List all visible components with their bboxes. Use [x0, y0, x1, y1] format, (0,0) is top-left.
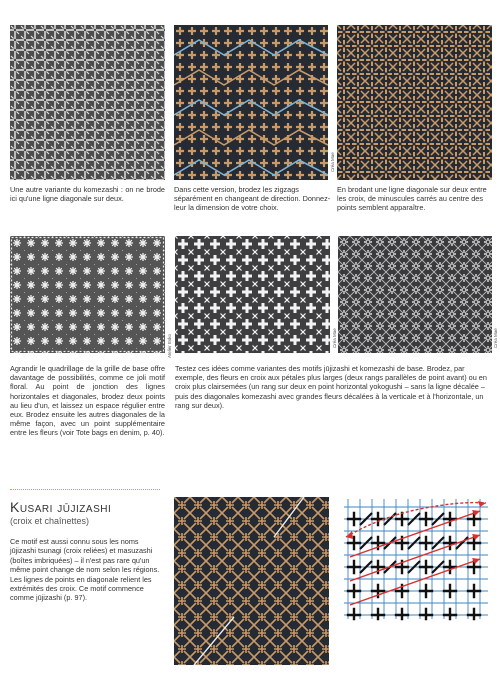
komezashi-variant-pattern: [10, 25, 165, 180]
swatch-komezashi-variant: [10, 25, 165, 180]
wide-petal-crosses-pattern: [175, 236, 330, 353]
caption-komezashi-variant: Une autre variante du komezashi : on ne brode ici qu'une ligne diagonale sur deux.: [10, 185, 165, 204]
swatch-sparse-crosses: [338, 236, 492, 353]
caption-floral: Agrandir le quadrillage de la grille de base offre davantage de possibilités, comme ce joli motif floral. Au point de jonction des lignes horizontales et diagonales, brodez deux points au lieu d'un, et laissez un espace régulier entre eux. Brodez ensuite les autres diagonales de la même façon, avec un point supplémentaire entre les fleurs (voir Tote bags en denim, p. 40).: [10, 364, 165, 438]
floral-pattern: [10, 236, 165, 353]
kusari-jujizashi-pattern: [174, 497, 329, 665]
photo-credit: Créa Mae: [330, 152, 335, 172]
section-divider: [10, 489, 160, 490]
swatch-diagonal-squares: [337, 25, 492, 180]
stitch-diagram: [340, 497, 492, 621]
zigzag-variant-pattern: [174, 25, 328, 180]
swatch-zigzag-variant: [174, 25, 328, 180]
section-body: Ce motif est aussi connu sous les noms jūjizashi tsunagi (croix reliées) et masuzashi (boîtes imbriquées) – il n'est pas rare qu'un même point change de nom selon les régions. Les lignes de points en diagonale relient les extrémités des croix. Ce motif commence comme jūjizashi (p. 97).: [10, 537, 160, 603]
stitch-diagram-svg: [340, 497, 492, 621]
photo-credit: Atelier Esko: [167, 333, 172, 358]
swatch-kusari-jujizashi: [174, 497, 329, 665]
caption-zigzag-variant: Dans cette version, brodez les zigzags séparément en changeant de direction. Donnez-leur la dimension de votre choix.: [174, 185, 331, 213]
sparse-crosses-pattern: [338, 236, 492, 353]
diagonal-squares-pattern: [337, 25, 492, 180]
photo-credit: Créa Mae: [332, 328, 337, 348]
caption-diagonal-squares: En brodant une ligne diagonale sur deux entre les croix, de minuscules carrés au centre des points semblent apparaître.: [337, 185, 487, 213]
section-subtitle: (croix et chaînettes): [10, 516, 90, 526]
caption-variations: Testez ces idées comme variantes des motifs jūjizashi et komezashi de base. Brodez, par exemple, des fleurs en croix aux pétales plus larges (deux rangs parallèles de point avant) ou en croix plus clairsemées (un rang sur deux en point horizontal yokogushi – sans la ligne décalée – puis des diagonales komezashi avec grandes fleurs décalées à la verticale et à l'horizontale, un rang sur deux).: [175, 364, 487, 410]
section-title: Kusari jūjizashi: [10, 499, 112, 515]
swatch-floral: [10, 236, 165, 353]
swatch-wide-petal-crosses: [175, 236, 330, 353]
photo-credit: Créa Mae: [493, 328, 498, 348]
